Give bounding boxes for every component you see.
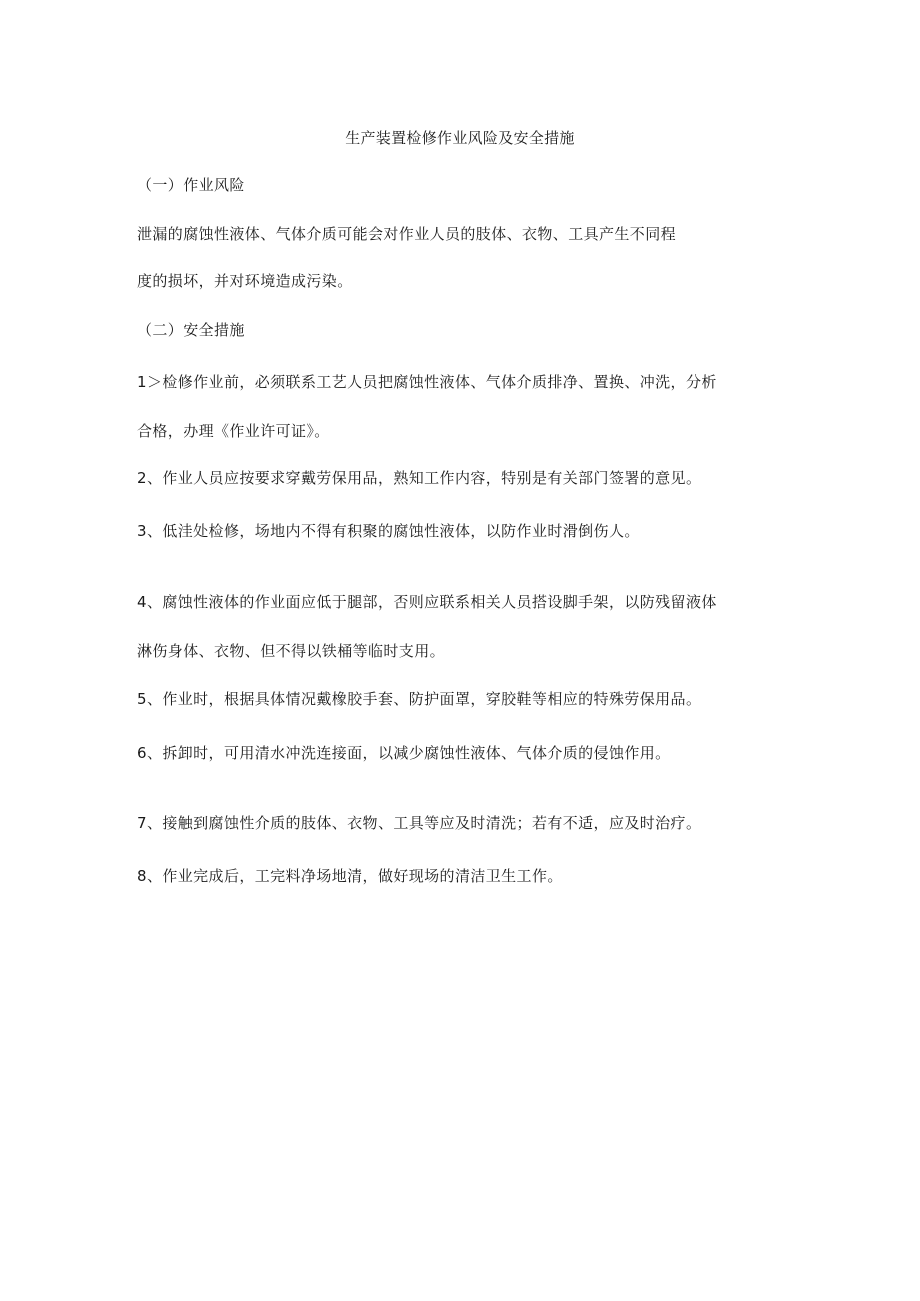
- document-title: 生产装置检修作业风险及安全措施: [345, 129, 575, 147]
- measure-item-6: 6、拆卸时，可用清水冲洗连接面，以减少腐蚀性液体、气体介质的侵蚀作用。: [137, 744, 671, 762]
- risk-text-line-1: 泄漏的腐蚀性液体、气体介质可能会对作业人员的肢体、衣物、工具产生不同程: [137, 225, 677, 243]
- measure-item-3: 3、低洼处检修，场地内不得有积聚的腐蚀性液体，以防作业时滑倒伤人。: [137, 522, 640, 540]
- measure-item-8: 8、作业完成后，工完料净场地清，做好现场的清洁卫生工作。: [137, 867, 563, 885]
- measure-item-4-line-2: 淋伤身体、衣物、但不得以铁桶等临时支用。: [137, 642, 446, 660]
- measure-item-4-line-1: 4、腐蚀性液体的作业面应低于腿部，否则应联系相关人员搭设脚手架，以防残留液体: [137, 593, 717, 611]
- measure-item-1-line-1: 1＞检修作业前，必须联系工艺人员把腐蚀性液体、气体介质排净、置换、冲洗，分析: [137, 373, 717, 391]
- measure-item-7: 7、接触到腐蚀性介质的肢体、衣物、工具等应及时清洗；若有不适，应及时治疗。: [137, 814, 702, 832]
- measure-item-5: 5、作业时，根据具体情况戴橡胶手套、防护面罩，穿胶鞋等相应的特殊劳保用品。: [137, 690, 702, 708]
- measure-item-2: 2、作业人员应按要求穿戴劳保用品，熟知工作内容，特别是有关部门签署的意见。: [137, 469, 702, 487]
- risk-text-line-2: 度的损坏，并对环境造成污染。: [137, 272, 353, 290]
- section-heading-risk: （一）作业风险: [137, 176, 245, 194]
- measure-item-1-line-2: 合格，办理《作业许可证》。: [137, 422, 330, 440]
- section-heading-measures: （二）安全措施: [137, 321, 245, 339]
